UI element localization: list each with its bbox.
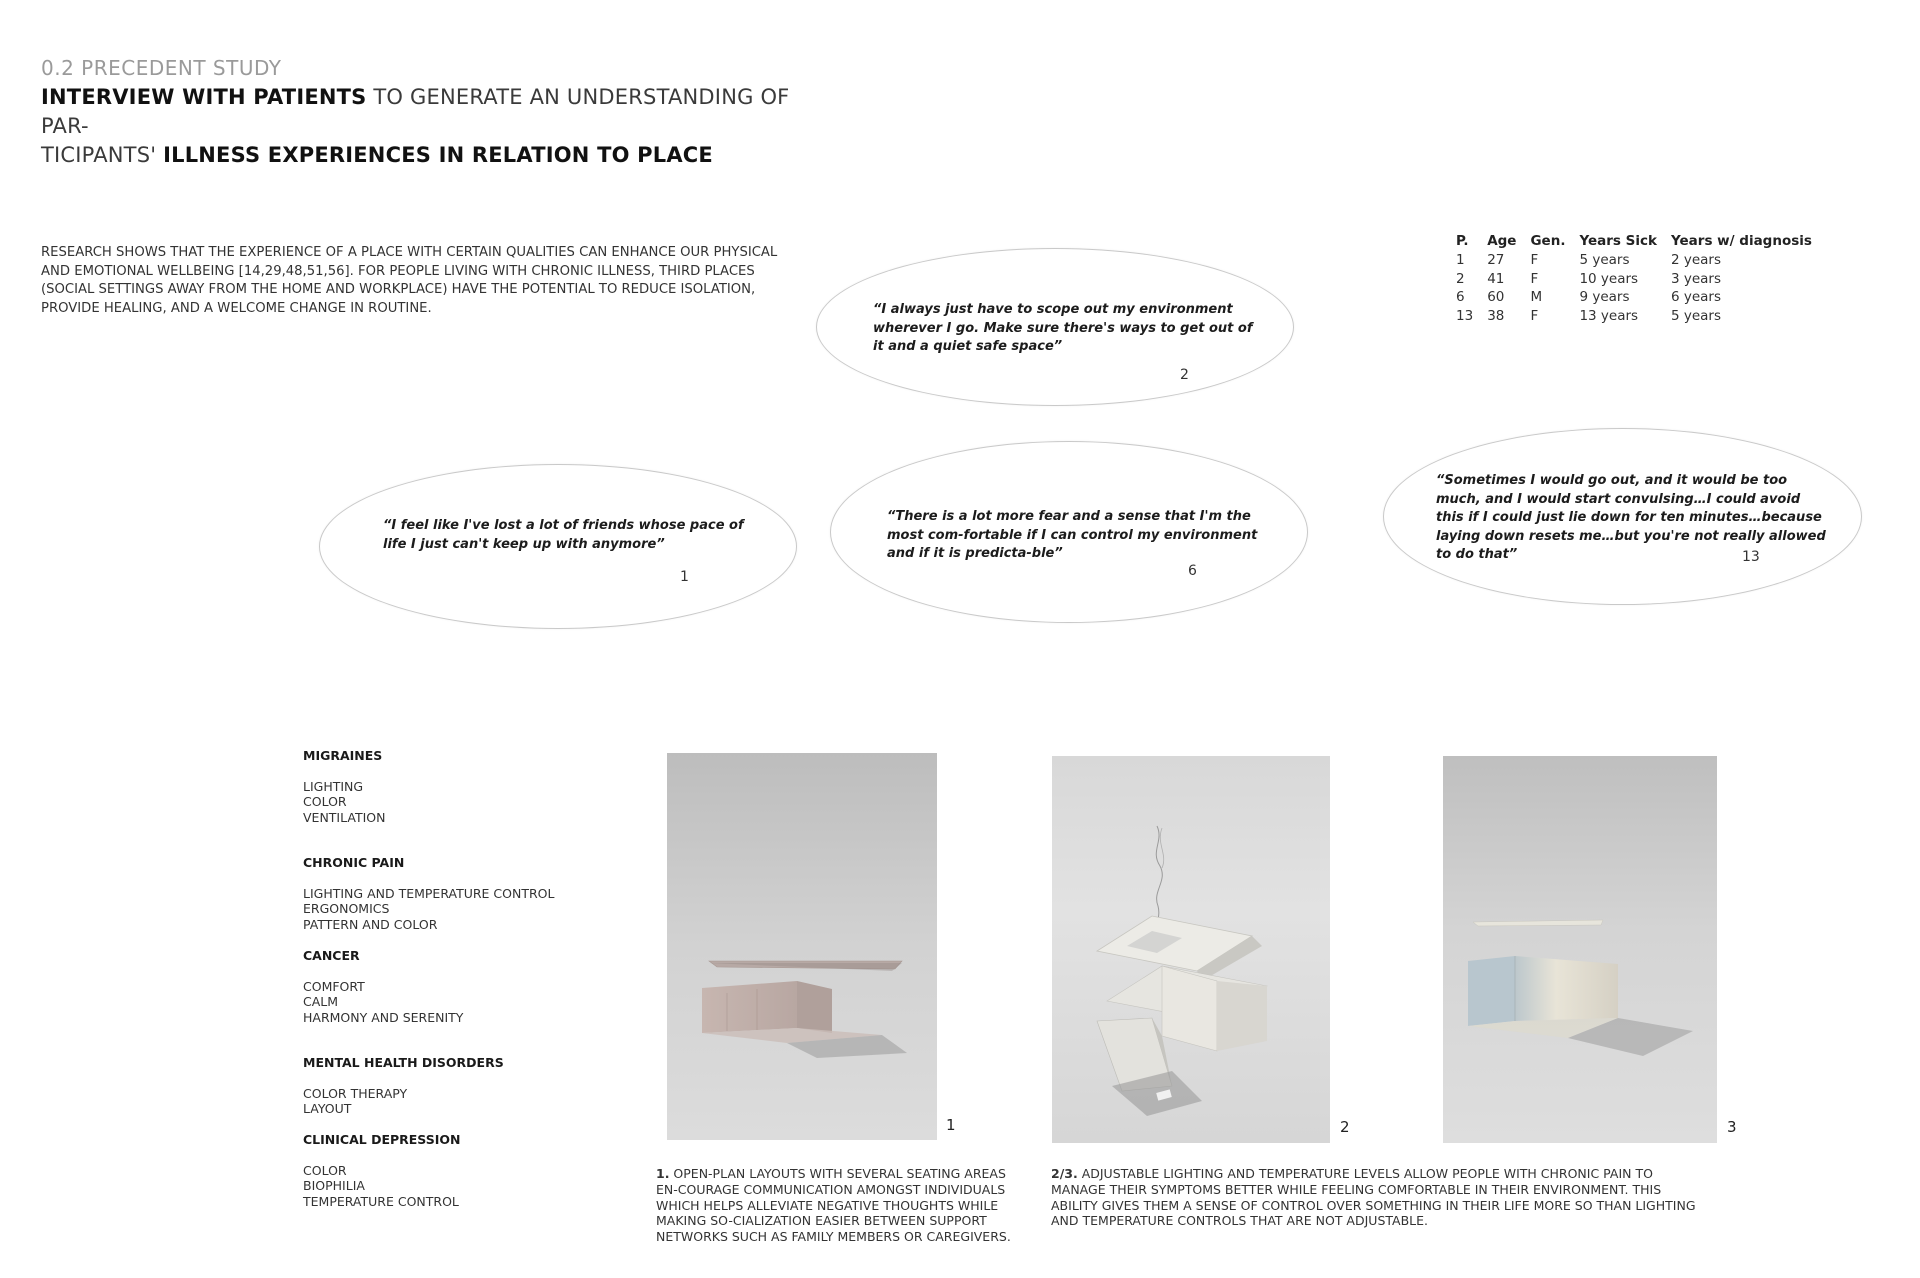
cell: F [1530, 307, 1539, 324]
headline-bold-1: INTERVIEW WITH PATIENTS [41, 85, 367, 109]
condition-item: PATTERN AND COLOR [303, 916, 438, 932]
cell: 27 [1487, 252, 1505, 268]
participant-number: 13 [1742, 549, 1760, 565]
quote-bubble-2 [816, 248, 1294, 406]
caption-figure-2-3 [1051, 1166, 1711, 1229]
headline-normal-2: TICIPANTS' [41, 143, 164, 167]
render-illustration-1 [667, 753, 937, 1140]
condition-item: LAYOUT [303, 1101, 352, 1116]
caption-number: 1. [656, 1166, 670, 1181]
render-illustration-2 [1052, 756, 1330, 1143]
cell: 13 [1456, 307, 1474, 324]
condition-item: TEMPERATURE CONTROL [303, 1193, 459, 1209]
quote-text: “Sometimes I would go out, and it would be too much, and I would start convulsing…I could avoid this if I could just lie down for ten minutes…because laying down resets me…but you're not really allowed to do that” [1436, 473, 1826, 562]
participant-number: 2 [1180, 367, 1189, 383]
headline-bold-2: ILLNESS EXPERIENCES IN RELATION TO PLACE [163, 143, 713, 167]
condition-item: VENTILATION [303, 809, 386, 825]
condition-item: CALM [303, 994, 339, 1009]
cell: 6 [1456, 289, 1465, 305]
col-header-years-diagnosis: Years w/ diagnosis [1670, 233, 1812, 249]
render-illustration-3 [1443, 756, 1717, 1143]
cell: 3 years [1670, 270, 1722, 287]
condition-title: CHRONIC PAIN [303, 855, 405, 870]
cell: 9 years [1579, 289, 1630, 305]
col-header-years-sick: Years Sick [1579, 233, 1657, 249]
intro-paragraph: RESEARCH SHOWS THAT THE EXPERIENCE OF A PLACE WITH CERTAIN QUALITIES CAN ENHANCE OUR PHYSICAL AND EMOTIONAL WELLBEING [14,29,48,51,56]. FOR PEOPLE LIVING WITH CHRONIC ILLNESS, THIRD PLACES (SOCIAL SETTINGS AWAY FROM THE HOME AND WORKPLACE) HAVE THE POTENTIAL TO REDUCE ISOLATION, PROVIDE HEALING, AND A WELCOME CHANGE IN ROUTINE. [41, 245, 778, 316]
render-figure-3 [1443, 756, 1717, 1143]
quote-bubble-13 [1383, 428, 1862, 605]
condition-item: COLOR THERAPY [303, 1085, 408, 1101]
caption-figure-1 [656, 1166, 1016, 1245]
participant-number: 6 [1188, 563, 1197, 579]
cell: 2 years [1670, 252, 1722, 268]
condition-item: COLOR [303, 794, 347, 809]
col-header-age: Age [1487, 233, 1517, 249]
caption-text: OPEN-PLAN LAYOUTS WITH SEVERAL SEATING AREAS EN-COURAGE COMMUNICATION AMONGST INDIVIDUALS WHICH HELPS ALLEVIATE NEGATIVE THOUGHTS WHILE MAKING SO-CIALIZATION EASIER BETWEEN SUPPORT NETWORKS SUCH AS FAMILY MEMBERS OR CAREGIVERS. [656, 1166, 1011, 1245]
condition-item: ERGONOMICS [303, 901, 390, 916]
condition-title: CLINICAL DEPRESSION [303, 1132, 461, 1147]
render-figure-1 [667, 753, 937, 1140]
cell: 41 [1487, 270, 1505, 287]
cell: 6 years [1670, 289, 1722, 305]
table-row [1456, 307, 1826, 326]
quote-text: “I feel like I've lost a lot of friends whose pace of life I just can't keep up with anymore” [383, 518, 744, 552]
headline-normal-1: TO GENERATE AN UNDERSTANDING OF PAR- [41, 85, 790, 138]
condition-title: MENTAL HEALTH DISORDERS [303, 1055, 504, 1070]
condition-item: BIOPHILIA [303, 1178, 365, 1193]
figure-number-3: 3 [1727, 1118, 1737, 1136]
participant-number: 1 [680, 569, 689, 585]
quote-bubble-1 [319, 464, 797, 629]
col-header-participant: P. [1456, 233, 1469, 249]
cell: F [1530, 252, 1539, 268]
quote-bubble-6 [830, 441, 1308, 623]
condition-clinical-depression [303, 1132, 603, 1209]
condition-item: HARMONY AND SERENITY [303, 1009, 464, 1025]
condition-title: CANCER [303, 948, 360, 963]
table-row [1456, 288, 1826, 307]
quote-text: “I always just have to scope out my environment wherever I go. Make sure there's ways to get out of it and a quiet safe space” [873, 302, 1253, 354]
quote-text: “There is a lot more fear and a sense that I'm the most com-fortable if I can control my environment and if it is predicta-ble” [887, 509, 1258, 561]
figure-number-2: 2 [1340, 1118, 1350, 1136]
cell: F [1530, 270, 1539, 287]
table-row [1456, 251, 1826, 270]
cell: 13 years [1579, 307, 1639, 324]
condition-title: MIGRAINES [303, 748, 383, 763]
caption-number: 2/3. [1051, 1166, 1078, 1181]
page-title [41, 83, 821, 170]
condition-item: LIGHTING [303, 778, 364, 794]
cell: 10 years [1579, 270, 1639, 287]
cell: 5 years [1670, 307, 1722, 324]
cell: 60 [1487, 289, 1505, 305]
condition-chronic-pain [303, 855, 603, 932]
cell: 5 years [1579, 252, 1630, 268]
cell: 38 [1487, 307, 1505, 324]
cell: 2 [1456, 270, 1465, 287]
condition-item: LIGHTING AND TEMPERATURE CONTROL [303, 885, 555, 901]
col-header-gender: Gen. [1530, 233, 1566, 249]
section-number: 0.2 PRECEDENT STUDY [41, 56, 282, 80]
caption-text: ADJUSTABLE LIGHTING AND TEMPERATURE LEVELS ALLOW PEOPLE WITH CHRONIC PAIN TO MANAGE THEIR SYMPTOMS BETTER WHILE FEELING COMFORTABLE IN THEIR ENVIRONMENT. THIS ABILITY GIVES THEM A SENSE OF CONTROL OVER SOMETHING IN THEIR LIFE MORE SO THAN LIGHTING AND TEMPERATURE CONTROLS THAT ARE NOT ADJUSTABLE. [1051, 1166, 1696, 1229]
condition-mental-health [303, 1055, 603, 1117]
render-figure-2 [1052, 756, 1330, 1143]
figure-number-1: 1 [946, 1116, 956, 1134]
cell: 1 [1456, 252, 1465, 268]
table-row [1456, 270, 1826, 289]
table-header-row [1456, 232, 1826, 251]
condition-item: COMFORT [303, 978, 365, 994]
condition-migraines [303, 748, 603, 825]
condition-cancer [303, 948, 603, 1025]
cell: M [1530, 289, 1543, 305]
participants-table [1456, 232, 1826, 325]
condition-item: COLOR [303, 1162, 347, 1178]
